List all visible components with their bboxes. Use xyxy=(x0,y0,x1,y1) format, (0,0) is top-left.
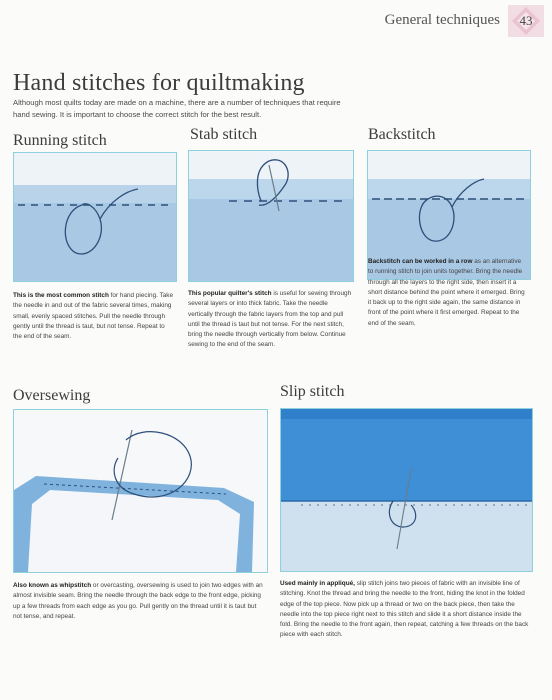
intro-text: Although most quilts today are made on a machine, there are a number of techniques that require hand sewing. It is important to choose the correct stitch for the best result. xyxy=(13,98,341,119)
oversewing-photo xyxy=(13,409,268,573)
stab-stitch-photo xyxy=(188,150,354,282)
page-title: Hand stitches for quiltmaking xyxy=(13,70,305,96)
section-title: General techniques xyxy=(384,12,500,28)
backstitch-caption xyxy=(368,257,528,329)
oversewing-heading: Oversewing xyxy=(13,387,91,404)
back-caption-text: as an alternative to running stitch to join units together. Bring the needle through all the layers to the right side, then insert it a short distance behind the point where it emerged. Bring it back up to the right side again, the same distance in front of the point where it first emerged. Repeat to the end of the seam. xyxy=(368,258,525,327)
stab-caption-text: is useful for sewing through several layers or into thick fabric. Take the needle vertically through the fabric layers from the top and pull until the thread is taut but not tense. For the next stitch, bring the needle through vertically from below. Continue sewing to the end of the seam. xyxy=(188,290,352,349)
running-caption-text: for hand piecing. Take the needle in and out of the fabric several times, making small, evenly spaced stitches. Pull the needle through gently until the thread is taut, but not tense. Repeat to the end of the seam. xyxy=(13,292,174,341)
page-header xyxy=(0,0,552,40)
stab-stitch-caption xyxy=(188,289,352,351)
oversewing-caption xyxy=(13,581,266,622)
stab-caption-bold: This popular quilter's stitch xyxy=(188,290,272,297)
page-number: 43 xyxy=(519,13,533,28)
over-caption-bold: Also known as whipstitch xyxy=(13,582,92,589)
slip-stitch-caption xyxy=(280,579,531,641)
running-stitch-heading: Running stitch xyxy=(13,132,107,149)
running-stitch-caption xyxy=(13,291,175,342)
slip-caption-bold: Used mainly in appliqué, xyxy=(280,580,355,587)
slip-caption-text: slip stitch joins two pieces of fabric with an invisible line of stitching. Knot the thread and bring the needle to the front, hiding the knot in the folded edge of the top piece. Now pick up a thread or two on the back piece, then take the needle into the top piece right next to this stitch and slide it a short distance inside the fold. Bring the needle to the front again, then repeat, catching a few threads on the back piece with each stitch. xyxy=(280,580,529,639)
back-caption-bold: Backstitch can be worked in a row xyxy=(368,258,473,265)
running-stitch-photo xyxy=(13,152,177,282)
running-caption-bold: This is the most common stitch xyxy=(13,292,109,299)
slip-stitch-heading: Slip stitch xyxy=(280,383,345,400)
page-number-badge xyxy=(508,5,544,37)
backstitch-heading: Backstitch xyxy=(368,126,436,143)
slip-stitch-photo xyxy=(280,408,533,572)
stab-stitch-heading: Stab stitch xyxy=(190,126,258,143)
over-caption-text: or overcasting, oversewing is used to join two edges with an almost invisible seam. Bring the needle through the back edge to the front edge, picking up a few threads from each edge as you go. Pull gently on the thread until it is taut but not tense, and repeat. xyxy=(13,582,263,620)
